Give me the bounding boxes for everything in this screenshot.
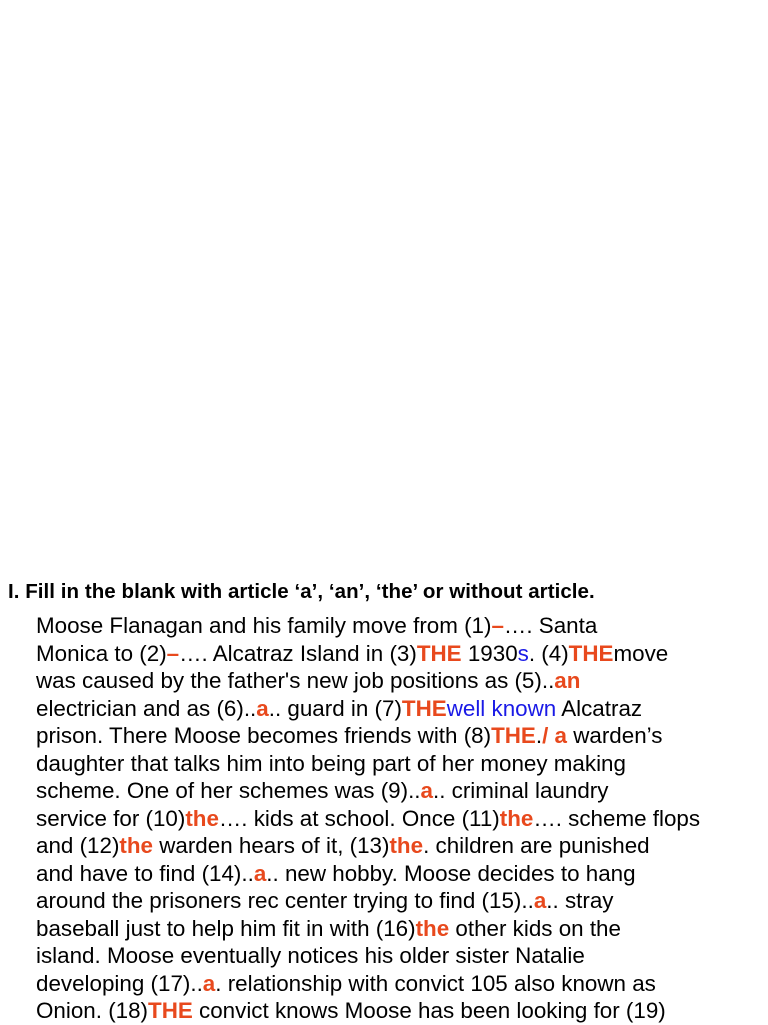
handwritten-answer: THE — [568, 640, 614, 666]
handwritten-answer: the — [185, 805, 219, 831]
handwritten-answer: a — [533, 888, 547, 913]
text-run: convict knows Moose has been looking for (19) — [192, 998, 666, 1023]
text-run: developing (17).. — [36, 970, 203, 996]
text-run: . (4) — [528, 640, 569, 666]
text-run: prison. There Moose becomes friends with (8) — [36, 723, 492, 748]
text-run: warden hears of it, (13) — [153, 833, 390, 858]
text-run: .. new hobby. Moose decides to hang — [266, 860, 636, 886]
text-run: daughter that talks him into being part of her money making — [36, 750, 626, 776]
text-run: …. Santa — [503, 613, 598, 638]
text-run: around the prisoners rec center trying to find (15).. — [36, 888, 534, 913]
text-run: service for (10) — [36, 805, 186, 831]
exercise-title: I. Fill in the blank with article ‘a’, ‘an’, ‘the’ or without article. — [8, 580, 595, 603]
text-run: and have to find (14).. — [36, 860, 254, 886]
handwritten-answer: a — [253, 860, 267, 886]
handwritten-answer: a — [256, 695, 269, 721]
paragraph-line — [36, 695, 766, 723]
handwritten-answer: – — [491, 613, 504, 638]
paragraph-line — [36, 832, 766, 860]
text-run: was caused by the father's new job positions as (5).. — [36, 668, 555, 693]
text-run: …. Alcatraz Island in (3) — [179, 640, 417, 666]
handwritten-answer: THE — [401, 695, 447, 721]
paragraph-line — [36, 805, 766, 833]
text-run: . — [535, 723, 543, 748]
handwritten-answer: THE — [416, 640, 462, 666]
handwritten-answer: THE — [491, 723, 536, 748]
handwritten-answer: the — [389, 833, 424, 858]
text-run: Alcatraz — [556, 695, 643, 721]
handwritten-answer: an — [554, 668, 581, 693]
paragraph-line — [36, 970, 766, 998]
handwritten-answer: / a — [542, 723, 567, 748]
paragraph-line — [36, 887, 766, 915]
text-run: .. guard in (7) — [268, 695, 402, 721]
text-run: and (12) — [36, 833, 120, 858]
text-run: . children are punished — [423, 833, 650, 858]
handwritten-answer: a — [202, 970, 216, 996]
text-run: other kids on the — [449, 915, 621, 941]
highlighted-text: s — [517, 640, 529, 666]
handwritten-answer: – — [166, 640, 180, 666]
exercise-paragraph — [36, 612, 766, 1025]
text-run: .. stray — [546, 888, 614, 913]
paragraph-line — [36, 612, 766, 640]
paragraph-line — [36, 915, 766, 943]
paragraph-line — [36, 777, 766, 805]
paragraph-line — [36, 667, 766, 695]
paragraph-line — [36, 640, 766, 668]
text-run: Moose Flanagan and his family move from (1) — [36, 613, 492, 638]
text-run: Onion. (18) — [36, 998, 149, 1023]
text-run: warden’s — [567, 723, 663, 748]
paragraph-line — [36, 997, 766, 1025]
text-run: island. Moose eventually notices his older sister Natalie — [36, 943, 585, 968]
text-run: 1930 — [461, 640, 518, 666]
paragraph-line — [36, 942, 766, 970]
handwritten-answer: the — [119, 833, 153, 858]
paragraph-line — [36, 860, 766, 888]
text-run: electrician and as (6).. — [36, 695, 257, 721]
highlighted-text: well known — [446, 695, 557, 721]
handwritten-answer: the — [499, 805, 534, 831]
text-run: baseball just to help him fit in with (16) — [36, 915, 416, 941]
text-run: . relationship with convict 105 also known as — [215, 970, 656, 996]
text-run: …. scheme flops — [533, 805, 701, 831]
handwritten-answer: a — [420, 778, 433, 803]
paragraph-line — [36, 722, 766, 750]
text-run: .. criminal laundry — [432, 778, 609, 803]
text-run: …. kids at school. Once (11) — [218, 805, 500, 831]
handwritten-answer: the — [415, 915, 450, 941]
handwritten-answer: THE — [148, 998, 193, 1023]
text-run: move — [613, 640, 669, 666]
text-run: scheme. One of her schemes was (9).. — [36, 778, 421, 803]
text-run: Monica to (2) — [36, 640, 167, 666]
paragraph-line — [36, 750, 766, 778]
